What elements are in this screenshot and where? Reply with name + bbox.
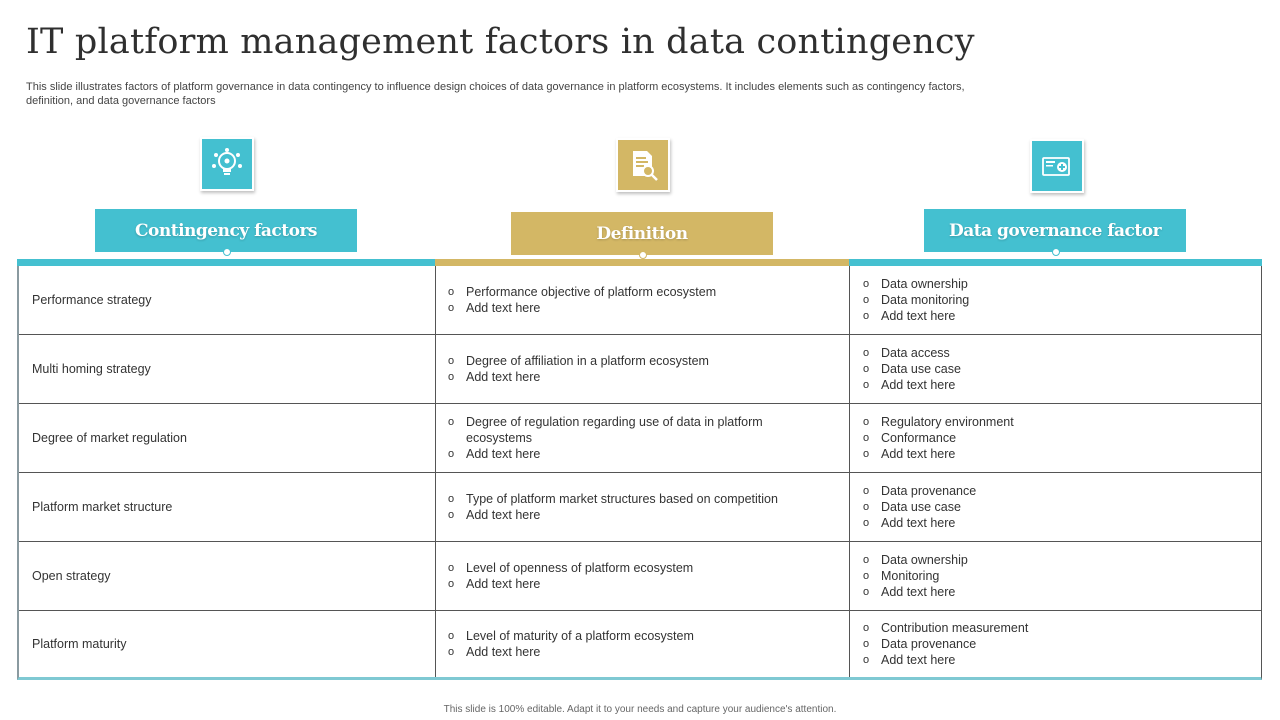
- factor-cell: Platform market structure: [19, 473, 436, 541]
- governance-cell: [850, 473, 1261, 541]
- column-header-governance: Data governance factor: [924, 209, 1186, 252]
- column-bar-contingency: [17, 259, 435, 266]
- page-title: IT platform management factors in data contingency: [26, 22, 975, 62]
- list-item: o Degree of affiliation in a platform ecosystem: [448, 353, 769, 369]
- list-item: o Performance objective of platform ecosystem: [448, 284, 776, 300]
- factor-cell: Performance strategy: [19, 266, 436, 334]
- list-item: o Degree of regulation regarding use of data in platform ecosystems: [448, 414, 849, 446]
- document-search-icon: [616, 138, 670, 192]
- list-item: o Type of platform market structures based on competition: [448, 491, 838, 507]
- list-item: o Add text here: [448, 507, 838, 523]
- table-row: [19, 335, 1261, 404]
- table-row: [19, 542, 1261, 611]
- governance-cell: [850, 266, 1261, 334]
- list-item: o Data provenance: [863, 483, 976, 499]
- list-item: o Regulatory environment: [863, 414, 1014, 430]
- governance-cell: [850, 335, 1261, 403]
- list-item: o Conformance: [863, 430, 1014, 446]
- list-item: o Add text here: [448, 300, 776, 316]
- column-bar-definition: [435, 259, 849, 266]
- governance-cell: [850, 404, 1261, 472]
- column-bar-governance: [849, 259, 1262, 266]
- table-row: [19, 611, 1261, 677]
- definition-cell: [436, 611, 850, 677]
- list-item: o Add text here: [448, 644, 754, 660]
- factor-cell: Platform maturity: [19, 611, 436, 677]
- list-item: o Data monitoring: [863, 292, 969, 308]
- list-item: o Data access: [863, 345, 961, 361]
- column-header-definition: Definition: [511, 212, 773, 255]
- list-item: o Data ownership: [863, 276, 969, 292]
- list-item: o Add text here: [448, 369, 769, 385]
- table-row: [19, 473, 1261, 542]
- governance-cell: [850, 542, 1261, 610]
- list-item: o Add text here: [448, 446, 849, 462]
- list-item: o Level of maturity of a platform ecosystem: [448, 628, 754, 644]
- list-item: o Data use case: [863, 361, 961, 377]
- definition-cell: [436, 542, 850, 610]
- definition-cell: [436, 335, 850, 403]
- lightbulb-network-icon: [200, 137, 254, 191]
- list-item: o Add text here: [448, 576, 753, 592]
- list-item: o Data use case: [863, 499, 976, 515]
- list-item: o Add text here: [863, 377, 961, 393]
- definition-cell: [436, 404, 850, 472]
- table-row: [19, 404, 1261, 473]
- list-item: o Data ownership: [863, 552, 968, 568]
- list-item: o Monitoring: [863, 568, 968, 584]
- card-add-icon: [1030, 139, 1084, 193]
- factor-cell: Multi homing strategy: [19, 335, 436, 403]
- governance-cell: [850, 611, 1261, 677]
- list-item: o Add text here: [863, 446, 1014, 462]
- list-item: o Data provenance: [863, 636, 1028, 652]
- factor-cell: Open strategy: [19, 542, 436, 610]
- list-item: o Add text here: [863, 308, 969, 324]
- list-item: o Add text here: [863, 584, 968, 600]
- definition-cell: [436, 266, 850, 334]
- list-item: o Contribution measurement: [863, 620, 1028, 636]
- page-subtitle: This slide illustrates factors of platform governance in data contingency to influence design choices of data governance in platform ecosystems. It includes elements such as contingency factors, definition, and data governance factors: [26, 81, 965, 107]
- footer-note: This slide is 100% editable. Adapt it to your needs and capture your audience's attention.: [443, 704, 837, 715]
- definition-cell: [436, 473, 850, 541]
- table-row: [19, 266, 1261, 335]
- factor-cell: Degree of market regulation: [19, 404, 436, 472]
- list-item: o Add text here: [863, 652, 1028, 668]
- list-item: o Level of openness of platform ecosystem: [448, 560, 753, 576]
- column-header-contingency: Contingency factors: [95, 209, 357, 252]
- factors-table: [17, 266, 1262, 680]
- list-item: o Add text here: [863, 515, 976, 531]
